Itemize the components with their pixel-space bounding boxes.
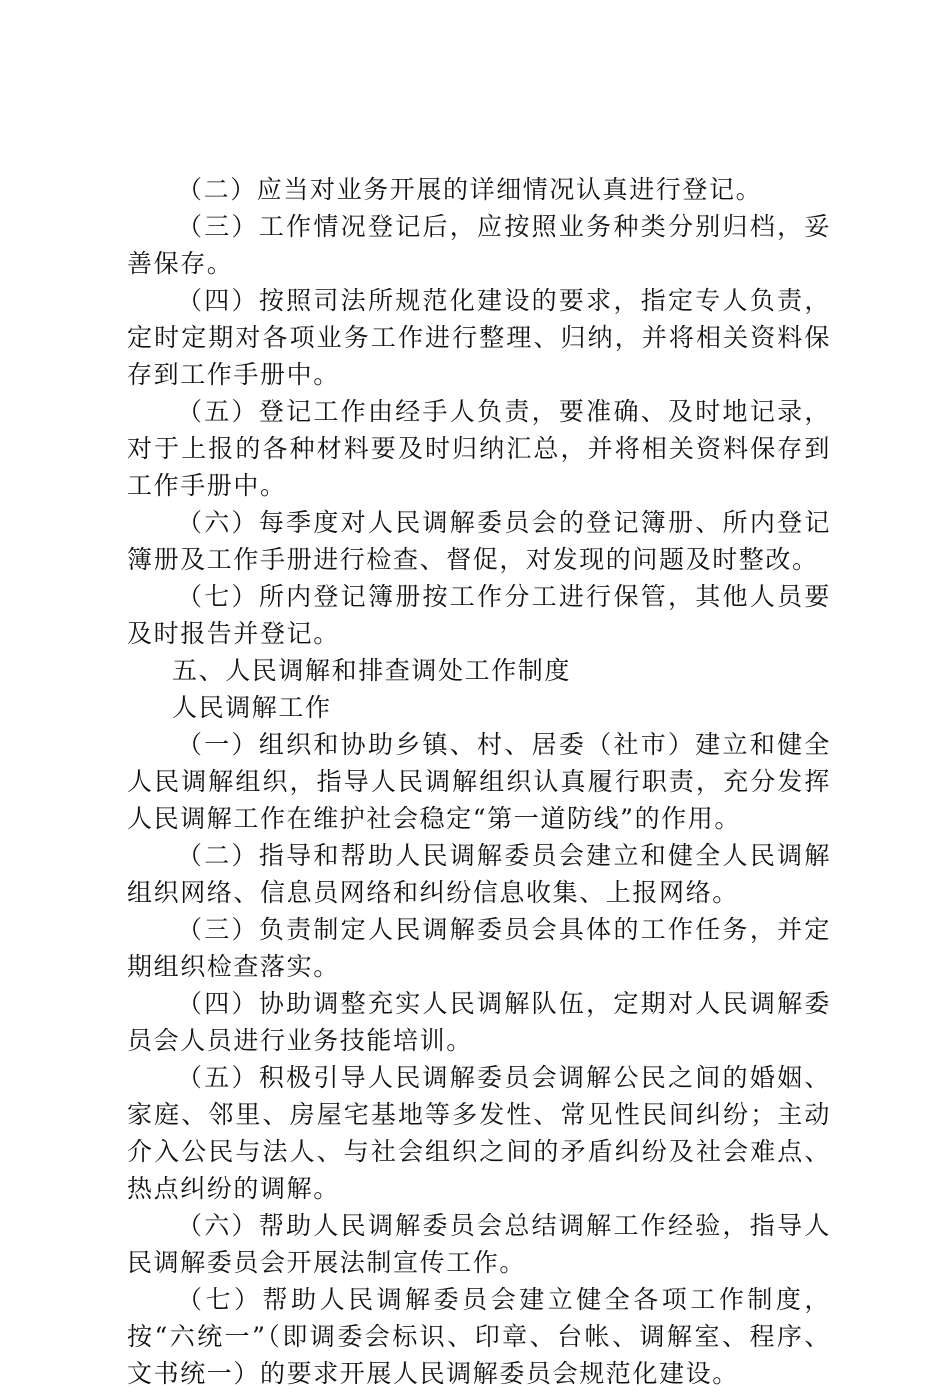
paragraph-mediation-1: （一）组织和协助乡镇、村、居委（社市）建立和健全人民调解组织，指导人民调解组织认真履行职责，充分发挥人民调解工作在维护社会稳定“第一道防线”的作用。 <box>127 730 831 833</box>
document-body <box>127 171 831 1392</box>
paragraph-registration-6: （六）每季度对人民调解委员会的登记簿册、所内登记簿册及工作手册进行检查、督促，对发现的问题及时整改。 <box>127 508 831 574</box>
paragraph-mediation-5: （五）积极引导人民调解委员会调解公民之间的婚姻、家庭、邻里、房屋宅基地等多发性、常见性民间纠纷；主动介入公民与法人、与社会组织之间的矛盾纠纷及社会难点、热点纠纷的调解。 <box>127 1063 831 1203</box>
paragraph-registration-2: （二）应当对业务开展的详细情况认真进行登记。 <box>177 175 763 204</box>
paragraph-registration-5: （五）登记工作由经手人负责，要准确、及时地记录，对于上报的各种材料要及时归纳汇总，并将相关资料保存到工作手册中。 <box>127 397 831 500</box>
paragraph-registration-4: （四）按照司法所规范化建设的要求，指定专人负责，定时定期对各项业务工作进行整理、归纳，并将相关资料保存到工作手册中。 <box>127 286 831 389</box>
paragraph-mediation-6: （六）帮助人民调解委员会总结调解工作经验，指导人民调解委员会开展法制宣传工作。 <box>127 1211 831 1277</box>
paragraph-mediation-7: （七）帮助人民调解委员会建立健全各项工作制度，按“六统一”（即调委会标识、印章、台帐、调解室、程序、文书统一）的要求开展人民调解委员会规范化建设。 <box>127 1285 831 1388</box>
paragraph-mediation-4: （四）协助调整充实人民调解队伍，定期对人民调解委员会人员进行业务技能培训。 <box>127 989 831 1055</box>
paragraph-mediation-3: （三）负责制定人民调解委员会具体的工作任务，并定期组织检查落实。 <box>127 915 831 981</box>
paragraph-mediation-2: （二）指导和帮助人民调解委员会建立和健全人民调解组织网络、信息员网络和纠纷信息收集、上报网络。 <box>127 841 831 907</box>
subsection-heading: 人民调解工作 <box>172 693 332 722</box>
section-heading: 五、人民调解和排查调处工作制度 <box>172 656 572 685</box>
paragraph-registration-3: （三）工作情况登记后，应按照业务种类分别归档，妥善保存。 <box>127 212 831 278</box>
paragraph-registration-7: （七）所内登记簿册按工作分工进行保管，其他人员要及时报告并登记。 <box>127 582 831 648</box>
